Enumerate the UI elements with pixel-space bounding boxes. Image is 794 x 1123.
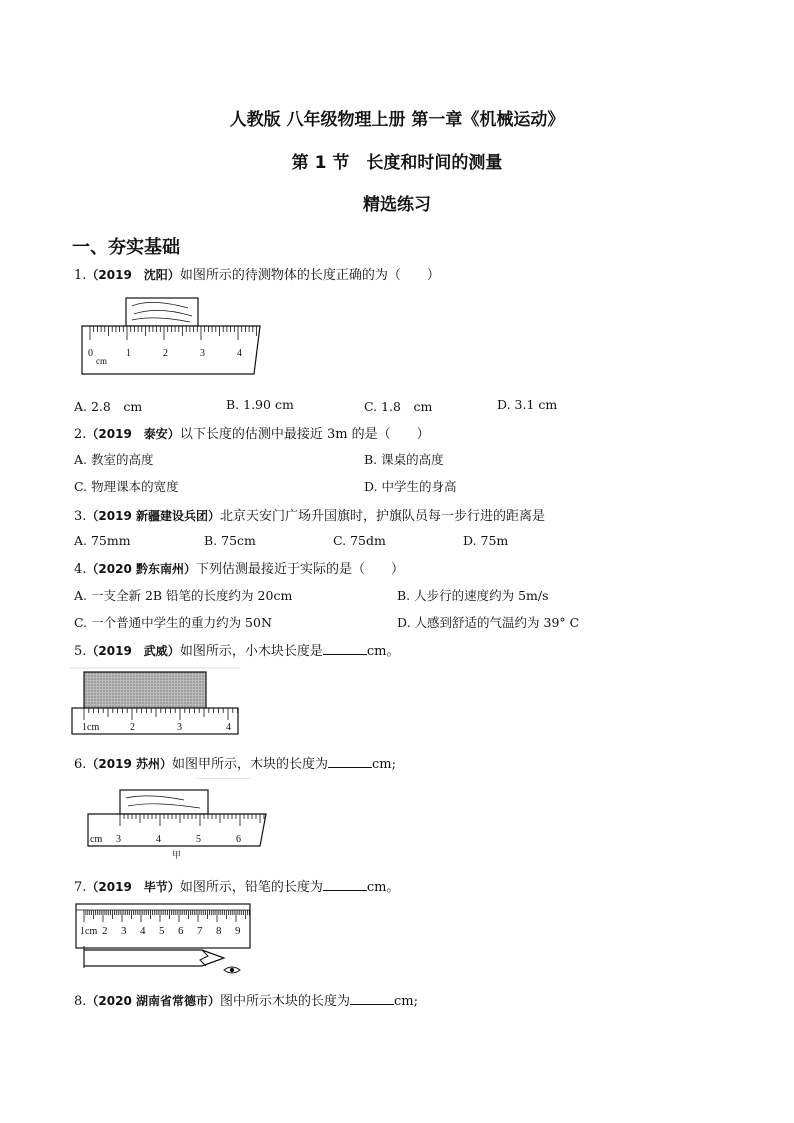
question-unit: cm;: [394, 994, 418, 1009]
option-b: B. 75cm: [204, 533, 256, 548]
tick-label: 3: [116, 834, 121, 845]
answer-blank[interactable]: [328, 755, 372, 768]
question-source: （2019 苏州）: [86, 757, 172, 771]
option-d: D. 75m: [463, 533, 509, 548]
option-d: D. 人感到舒适的气温约为 39° C: [397, 615, 580, 630]
tick-label: 8: [216, 925, 222, 937]
tick-label: 1cm: [82, 722, 100, 733]
question-text: 如图甲所示，木块的长度为: [171, 757, 328, 772]
option-a: A. 2.8 cm: [74, 399, 143, 414]
answer-blank[interactable]: [323, 642, 367, 655]
question-text: 下列估测最接近于实际的是（ ）: [195, 562, 404, 577]
question-number: 4.: [74, 562, 87, 577]
question-number: 5.: [74, 644, 87, 659]
question-unit: cm。: [366, 644, 400, 659]
question-5: [74, 640, 399, 659]
question-source: （2019 泰安）: [86, 427, 180, 441]
question-7: [74, 876, 399, 895]
question-number: 3.: [74, 509, 87, 524]
tick-label: 3: [177, 722, 182, 733]
tick-label: 3: [121, 925, 127, 937]
tick-label: 6: [178, 925, 184, 937]
tick-label: 4: [226, 722, 231, 733]
section-title: 第 1 节 长度和时间的测量: [291, 153, 503, 173]
question-8: [74, 990, 418, 1009]
question-source: （2020 黔东南州）: [86, 562, 196, 576]
question-text: 以下长度的估测中最接近 3m 的是（ ）: [179, 427, 430, 442]
option-d: D. 3.1 cm: [497, 397, 558, 412]
tick-label: 5: [159, 925, 165, 937]
question-text: 如图所示的待测物体的长度正确的为（ ）: [179, 268, 440, 283]
unit-label: cm: [90, 834, 103, 845]
option-b: B. 课桌的高度: [364, 452, 444, 467]
question-number: 6.: [74, 757, 87, 772]
question-source: （2019 沈阳）: [86, 268, 180, 282]
tick-label: 3: [200, 348, 205, 359]
option-c: C. 物理课本的宽度: [74, 479, 179, 494]
question-2: [74, 423, 430, 442]
question-3: [74, 505, 545, 524]
option-d: D. 中学生的身高: [364, 479, 457, 494]
question-source: （2019 新疆建设兵团）: [86, 509, 220, 523]
tick-label: 2: [102, 925, 108, 937]
question-unit: cm;: [372, 757, 396, 772]
tick-label: 4: [140, 925, 146, 937]
question-number: 1.: [74, 268, 87, 283]
question-text: 北京天安门广场升国旗时，护旗队员每一步行进的距离是: [219, 509, 545, 524]
tick-label: 0: [88, 348, 93, 359]
option-a: A. 一支全新 2B 铅笔的长度约为 20cm: [74, 588, 293, 603]
tick-label: 4: [156, 834, 161, 845]
question-number: 7.: [74, 880, 87, 895]
question-source: （2019 毕节）: [86, 880, 180, 894]
question-unit: cm。: [366, 880, 400, 895]
tick-label: 1cm: [80, 926, 98, 937]
section-heading: 一、夯实基础: [72, 237, 180, 258]
tick-label: 4: [237, 348, 242, 359]
question-number: 8.: [74, 994, 87, 1009]
ruler-figure-1: [76, 292, 266, 378]
tick-label: 1: [126, 348, 131, 359]
document-title: 人教版 八年级物理上册 第一章《机械运动》: [229, 110, 565, 130]
tick-label: 7: [197, 925, 203, 937]
ruler-figure-6: [80, 778, 270, 860]
option-b: B. 1.90 cm: [226, 397, 294, 412]
question-text: 如图所示，小木块长度是: [179, 644, 323, 659]
question-source: （2019 武威）: [86, 644, 180, 658]
tick-label: 9: [235, 925, 241, 937]
unit-label: cm: [96, 356, 107, 366]
tick-label: 2: [130, 722, 135, 733]
option-b: B. 人步行的速度约为 5m/s: [397, 588, 549, 603]
question-source: （2020 湖南省常德市）: [86, 994, 220, 1008]
question-number: 2.: [74, 427, 87, 442]
answer-blank[interactable]: [323, 878, 367, 891]
question-text: 图中所示木块的长度为: [219, 994, 350, 1009]
option-c: C. 一个普通中学生的重力约为 50N: [74, 615, 272, 630]
ruler-figure-7: [74, 902, 254, 978]
question-1: [74, 264, 440, 283]
eye-icon: [224, 967, 240, 973]
tick-label: 6: [236, 834, 241, 845]
subtitle: 精选练习: [363, 195, 431, 215]
figure-caption: 甲: [172, 850, 182, 860]
option-a: A. 75mm: [74, 533, 131, 548]
question-4: [74, 558, 404, 577]
question-6: [74, 753, 396, 772]
question-text: 如图所示，铅笔的长度为: [179, 880, 323, 895]
option-c: C. 1.8 cm: [364, 399, 433, 414]
tick-label: 5: [196, 834, 201, 845]
option-a: A. 教室的高度: [74, 452, 154, 467]
ruler-figure-5: [70, 666, 242, 738]
tick-label: 2: [163, 348, 168, 359]
answer-blank[interactable]: [350, 992, 394, 1005]
option-c: C. 75dm: [333, 533, 386, 548]
